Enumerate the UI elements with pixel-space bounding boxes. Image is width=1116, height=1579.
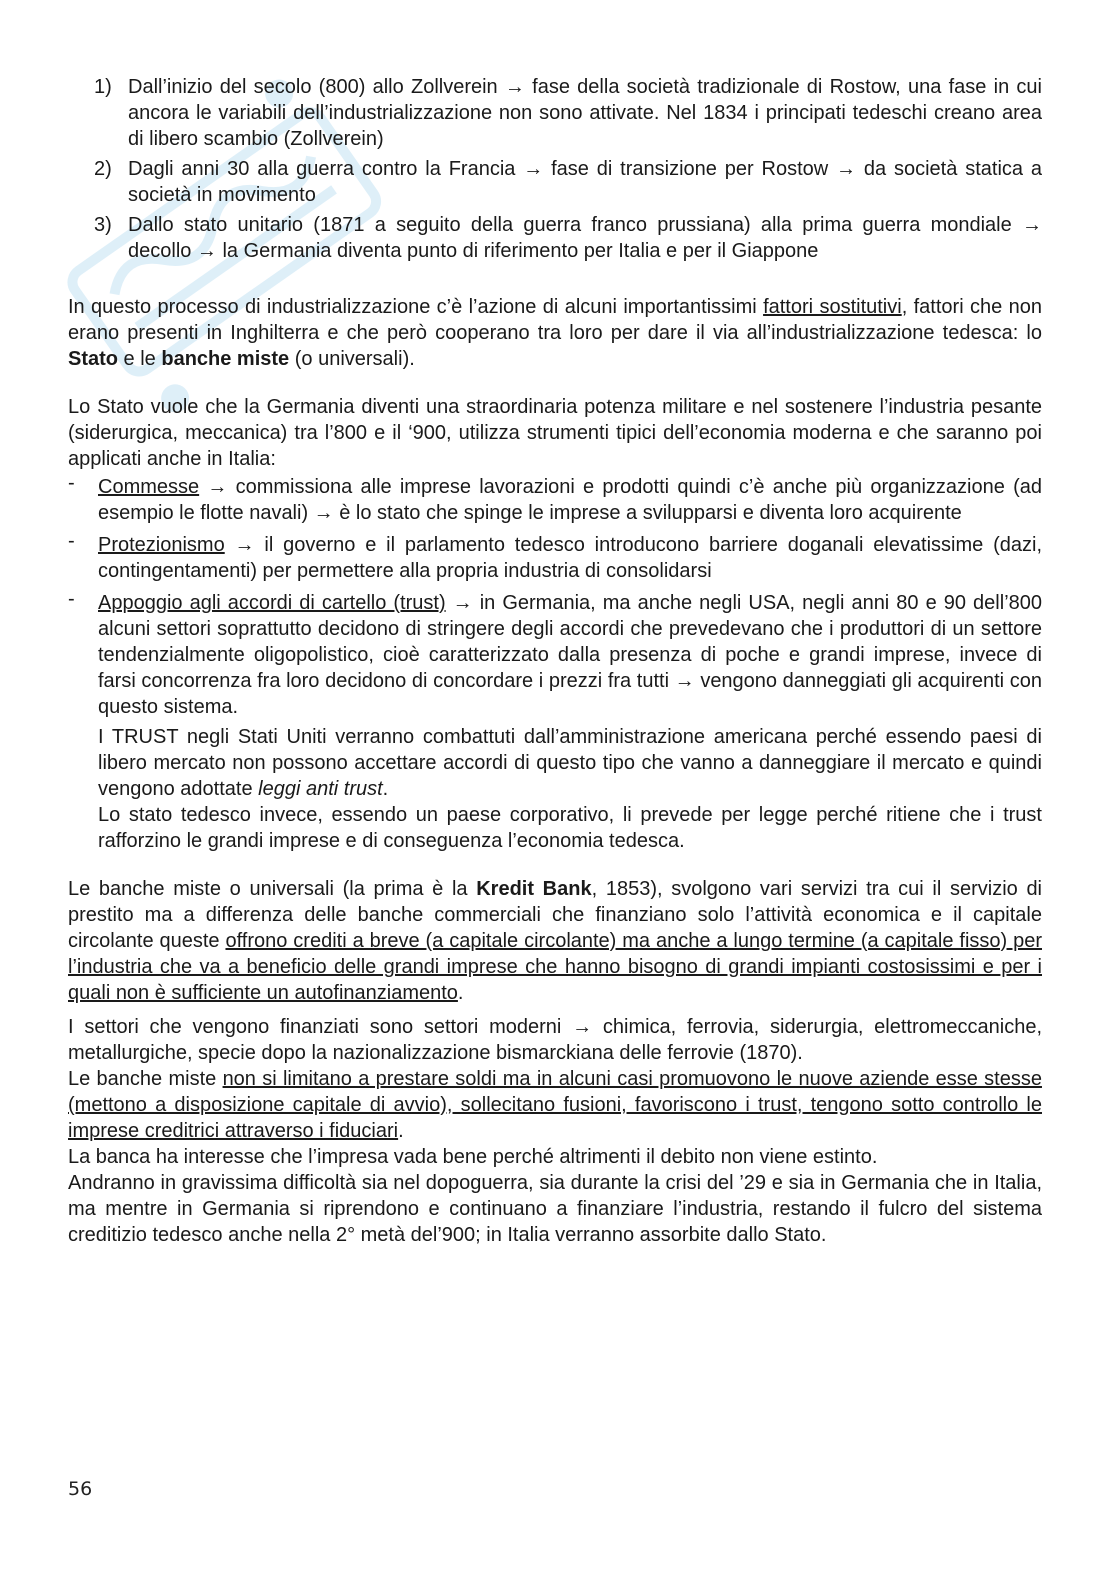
trust-germany-note: Lo stato tedesco invece, essendo un paese corporativo, li prevede per legge perché ritiene che i trust rafforzino le grandi imprese e di conseguenza l’economia tedesca. (98, 804, 1042, 852)
dash-bullet: - (68, 530, 75, 552)
phases-list (68, 74, 1042, 264)
interest-paragraph: La banca ha interesse che l’impresa vada bene perché altrimenti il debito non viene estinto. (68, 1146, 878, 1168)
list-item (68, 212, 1042, 264)
page-number: 56 (68, 1478, 93, 1500)
state-term: Stato (68, 348, 118, 370)
trust-usa-text: . (382, 778, 389, 800)
intro-paragraph (68, 294, 1042, 372)
state-paragraph: Lo Stato vuole che la Germania diventi una straordinaria potenza militare e nel sostenere l’industria pesante (siderurgica, meccanica) tra l’800 e il ‘900, utilizza strumenti tipici dell’economia moderna e che saranno poi applicati anche in Italia: (68, 396, 1042, 470)
tool-text: → il governo e il parlamento tedesco introducono barriere doganali elevatissime (dazi, contingentamenti) per permettere alla propria industria di consolidarsi (98, 534, 1042, 582)
list-number: 2) (94, 158, 112, 180)
phase-text: Dall’inizio del secolo (800) allo Zollverein → fase della società tradizionale di Rostow, una fase in cui ancora le variabili dell’industrializzazione non sono attivate. Nel 1834 i principati tedeschi creano area di libero scambio (Zollverein) (128, 76, 1042, 150)
phase-text: Dagli anni 30 alla guerra contro la Francia → fase di transizione per Rostow → da società statica a società in movimento (128, 158, 1042, 206)
promote-paragraph (68, 1066, 1042, 1144)
tool-title: Commesse (98, 476, 200, 498)
banks-text: . (457, 982, 464, 1004)
mixed-banks-term: banche miste (161, 348, 290, 370)
sectors-paragraph: I settori che vengono finanziati sono settori moderni → chimica, ferrovia, siderurgia, elettromeccaniche, metallurgiche, specie dopo la nazionalizzazione bismarckiana delle ferrovie (1870). (68, 1016, 1042, 1064)
tool-title: Appoggio agli accordi di cartello (trust) (98, 592, 446, 614)
anti-trust-term: leggi anti trust (258, 778, 383, 800)
list-item (68, 474, 1042, 526)
promote-underlined: non si limitano a prestare soldi ma in alcuni casi promuovono le nuove aziende esse stesse (mettono a disposizione capitale di avvio), sollecitano fusioni, favoriscono i trust, tengono sotto controllo le imprese creditrici attraverso i fiduciari (68, 1068, 1042, 1142)
trust-usa-note (98, 724, 1042, 802)
list-item (68, 156, 1042, 208)
list-item (68, 590, 1042, 854)
intro-text: e le (118, 348, 162, 370)
phase-text: Dallo stato unitario (1871 a seguito della guerra franco prussiana) alla prima guerra mondiale → decollo → la Germania diventa punto di riferimento per Italia e per il Giappone (128, 214, 1042, 262)
dash-bullet: - (68, 472, 75, 494)
crisis-paragraph: Andranno in gravissima difficoltà sia nel dopoguerra, sia durante la crisi del ’29 e sia in Germania che in Italia, ma mentre in Germania si riprendono e continuano a finanziare l’industria, restando il fulcro del sistema creditizio tedesco anche nella 2° metà del’900; in Italia verranno assorbite dallo Stato. (68, 1172, 1042, 1246)
trust-usa-text: I TRUST negli Stati Uniti verranno combattuti dall’amministrazione americana perché essendo paesi di libero mercato non possono accettare accordi di questo tipo che vanno a danneggiare il mercato e quindi vengono adottate (98, 726, 1042, 800)
state-tools-list (68, 474, 1042, 854)
tool-text: → in Germania, ma anche negli USA, negli anni 80 e 90 dell’800 alcuni settori soprattutto decidono di stringere degli accordi che prevedevano che i produttori di un settore tendenzialmente oligopolistico, cioè caratterizzato dalla presenza di poche e grandi imprese, invece di farsi concorrenza fra loro decidono di concordare i prezzi fra tutti → vengono danneggiati gli acquirenti con questo sistema. (98, 592, 1043, 718)
intro-text: (o universali). (289, 348, 415, 370)
substitutive-factors-term: fattori sostitutivi (763, 296, 902, 318)
list-item (68, 74, 1042, 152)
banks-paragraph (68, 876, 1042, 1006)
tool-title: Protezionismo (98, 534, 225, 556)
promote-text: Le banche miste (68, 1068, 223, 1090)
promote-text: . (398, 1120, 404, 1142)
banks-text: , 1853), svolgono vari servizi tra cui il servizio di prestito ma a differenza delle banche commerciali che finanziano solo l’attività economica e il capitale circolante queste (68, 878, 1043, 952)
intro-text: , fattori che non erano presenti in Inghilterra e che però cooperano tra loro per dare il via all’industrializzazione tedesca: lo (68, 296, 1042, 344)
list-item (68, 532, 1042, 584)
document-page (68, 74, 1042, 1248)
banks-text: Le banche miste o universali (la prima è la (68, 878, 477, 900)
dash-bullet: - (68, 588, 75, 610)
intro-text: In questo processo di industrializzazione c’è l’azione di alcuni importantissimi (68, 296, 764, 318)
tool-text: → commissiona alle imprese lavorazioni e prodotti quindi c’è anche più organizzazione (ad esempio le flotte navali) → è lo stato che spinge le imprese a svilupparsi e diventa loro acquirente (98, 476, 1042, 524)
list-number: 3) (94, 214, 112, 236)
banks-underlined: offrono crediti a breve (a capitale circolante) ma anche a lungo termine (a capitale fisso) per l’industria che va a beneficio delle grandi imprese che hanno bisogno di grandi impianti costosissimi e per i quali non è sufficiente un autofinanziamento (68, 930, 1042, 1004)
list-number: 1) (94, 76, 112, 98)
kredit-bank-term: Kredit Bank (476, 878, 592, 900)
